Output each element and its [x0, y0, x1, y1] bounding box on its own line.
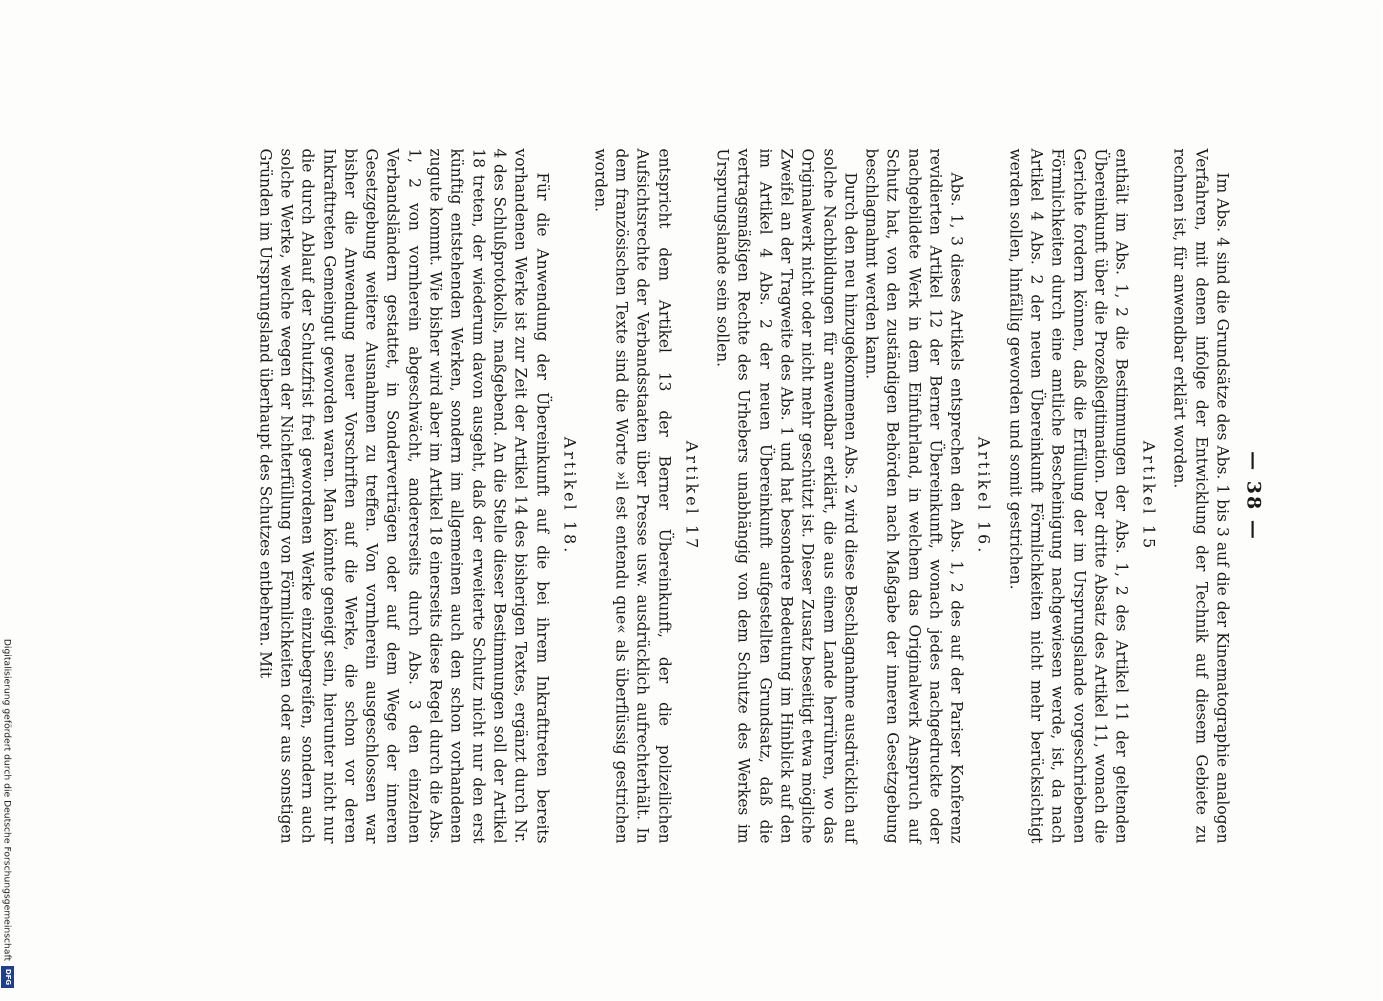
- paragraph: Durch den neu hinzugekommenen Abs. 2 wird diese Beschlagnahme ausdrücklich auf solche Nachbildungen für anwendbar erklärt, die aus einem Lande herrühren, wo das Originalwerk nicht oder nicht mehr geschützt ist. Dieser Zusatz beseitigt etwa mögliche Zweifel an der Tragweite des Abs. 1 und hat besondere Bedeutung im Hinblick auf den im Artikel 4 Abs. 2 der neuen Übereinkunft aufgestellten Grundsatz, daß die vertragsmäßigen Rechte des Urhebers unabhängig von dem Schutze des Werkes im Ursprungslande sein sollen.: [713, 148, 860, 844]
- article-heading: Artikel 18.: [560, 436, 580, 556]
- article-heading: Artikel 15: [1139, 440, 1159, 552]
- page-content: [254, 149, 1265, 844]
- paragraph: Im Abs. 4 sind die Grundsätze des Abs. 1 bis 3 auf die der Kinematographie analogen Verfahren, mit denen infolge der Entwicklung der Technik auf diesem Gebiete zu rechnen ist, für anwendbar erklärt worden.: [1170, 148, 1232, 844]
- page-number: — 38 —: [1242, 451, 1265, 541]
- digitization-note: Digitalisierung gefördert durch die Deutsche Forschungsgemeinschaft: [1, 638, 13, 962]
- document-page: [0, 1, 1383, 1001]
- paragraph: enthält im Abs. 1, 2 die Bestimmungen der Abs. 1, 2 des Artikel 11 der geltenden Übereinkunft über die Prozeßlegitimation. Der dritte Absatz des Artikel 11, wonach die Gerichte fordern können, daß die Erfüllung der im Ursprungslande vorgeschriebenen Förmlichkeiten durch eine amtliche Bescheinigung nachgewiesen werde, ist, da nach Artikel 4 Abs. 2 der neuen Übereinkunft Förmlichkeiten nicht mehr berücksichtigt werden sollen, hinfällig geworden und somit gestrichen.: [1006, 148, 1131, 844]
- dfg-logo-icon: [1, 966, 14, 988]
- article-heading: Artikel 16.: [974, 436, 994, 556]
- digitization-sidebar: [0, 0, 14, 1000]
- paragraph: Abs. 1, 3 dieses Artikels entsprechen den Abs. 1, 2 des auf der Pariser Konferenz revidierten Artikel 12 der Berner Übereinkunft, wonach jedes nachgedruckte oder nachgebildete Werk in dem Einfuhrland, in welchem das Originalwerk Anspruch auf Schutz hat, von den zuständigen Behörden nach Maßgabe der inneren Gesetzgebung beschlagnahmt werden kann.: [862, 148, 966, 844]
- dfg-logo-text: DFG: [3, 968, 12, 986]
- article-heading: Artikel 17: [682, 440, 702, 552]
- paragraph: entspricht dem Artikel 13 der Berner Übereinkunft, der die polizeilichen Aufsichtsrechte der Verbandsstaaten über Presse usw. ausdrücklich aufrechterhält. In dem französischen Texte sind die Worte »il est entendu que« als überflüssig gestrichen worden.: [591, 148, 674, 844]
- paragraph: Für die Anwendung der Übereinkunft auf die bei ihrem Inkrafttreten bereits vorhandenen Werke ist zur Zeit der Artikel 14 des bisherigen Textes, ergänzt durch Nr. 4 des Schlußprotokolls, maßgebend. An die Stelle dieser Bestimmungen soll der Artikel 18 treten, der wiederum davon ausgeht, daß der erweiterte Schutz nicht nur den erst künftig entstehenden Werken, sondern im allgemeinen auch den schon vorhandenen zugute kommt. Wie bisher wird aber im Artikel 18 einerseits diese Regel durch die Abs. 1, 2 von vornherein abgeschwächt, andererseits durch Abs. 3 den einzelnen Verbandsländern gestattet, in Sonderverträgen oder auf dem Wege der inneren Gesetzgebung weitere Ausnahmen zu treffen. Von vornherein ausgeschlossen war bisher die Anwendung neuer Vorschriften auf die Werke, die schon vor deren Inkrafttreten Gemeingut geworden waren. Man könnte geneigt sein, hierunter nicht nur die durch Ablauf der Schutzfrist frei gewordenen Werke einzubegreifen, sondern auch solche Werke, welche wegen der Nichterfüllung von Förmlichkeiten oder aus sonstigen Gründen im Ursprungsland überhaupt des Schutzes entbehren. Mit: [256, 148, 552, 844]
